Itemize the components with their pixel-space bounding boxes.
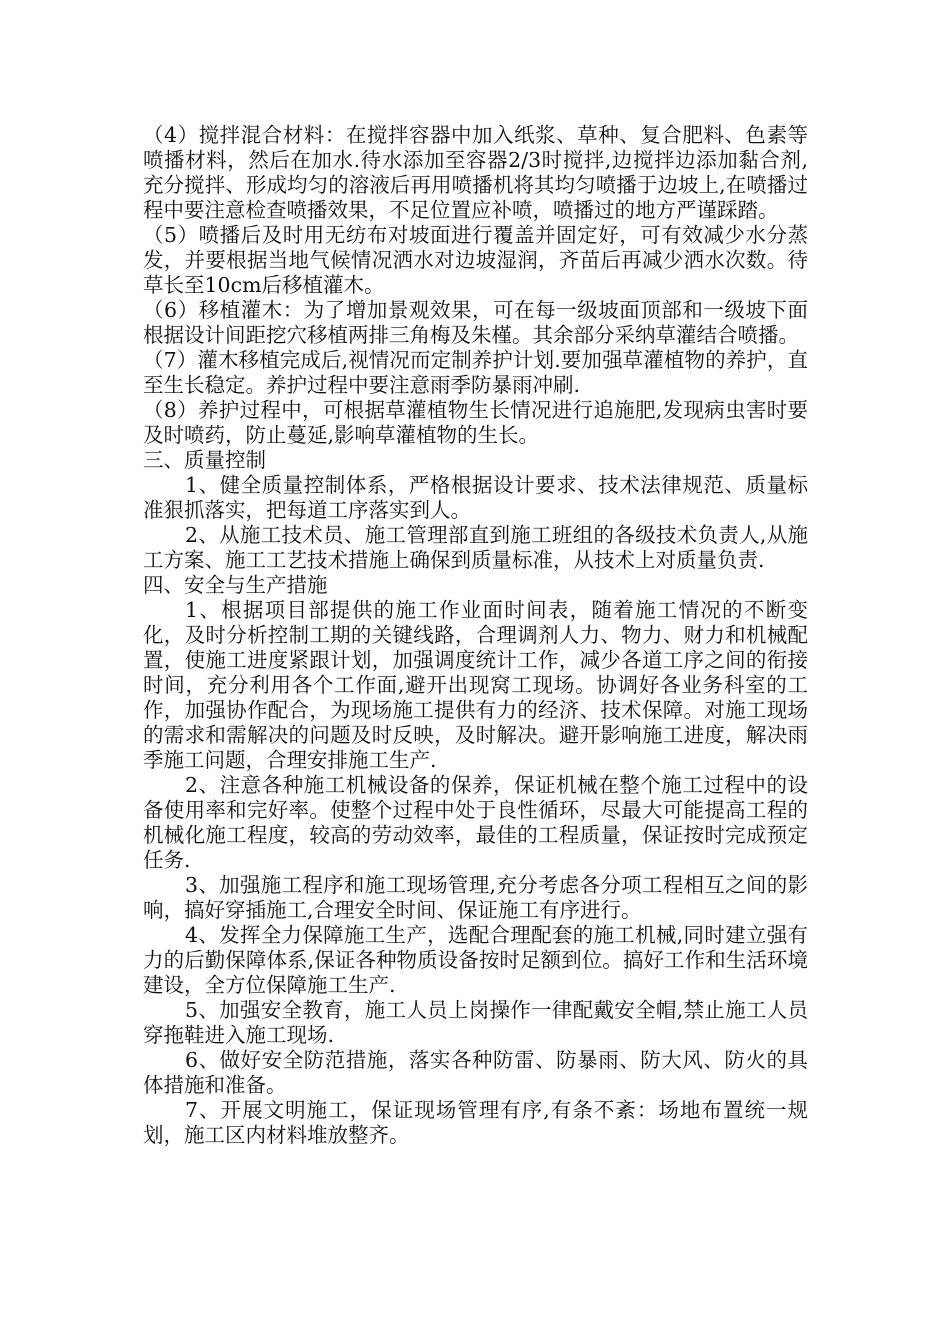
paragraph-step-6: （6）移植灌木：为了增加景观效果，可在每一级坡面顶部和一级坡下面根据设计间距挖穴移植两排三角梅及朱槿。其余部分采纳草灌结合喷播。 <box>143 298 808 347</box>
paragraph-safety-3: 3、加强施工程序和施工现场管理,充分考虑各分项工程相互之间的影响，搞好穿插施工,合理安全时间、保证施工有序进行。 <box>143 873 808 922</box>
paragraph-safety-6: 6、做好安全防范措施，落实各种防雷、防暴雨、防大风、防火的具体措施和准备。 <box>143 1048 808 1097</box>
paragraph-quality-2: 2、从施工技术员、施工管理部直到施工班组的各级技术负责人,从施工方案、施工工艺技术措施上确保到质量标准，从技术上对质量负责. <box>143 523 808 572</box>
paragraph-safety-1: 1、根据项目部提供的施工作业面时间表，随着施工情况的不断变化，及时分析控制工期的关键线路，合理调剂人力、物力、财力和机械配置，使施工进度紧跟计划，加强调度统计工作，减少各道工序之间的衔接时间，充分利用各个工作面,避开出现窝工现场。协调好各业务科室的工作，加强协作配合，为现场施工提供有力的经济、技术保障。对施工现场的需求和需解决的问题及时反映，及时解决。避开影响施工进度，解决雨季施工问题，合理安排施工生产. <box>143 598 808 772</box>
section-heading-quality-control: 三、质量控制 <box>143 448 266 472</box>
paragraph-quality-1: 1、健全质量控制体系，严格根据设计要求、技术法律规范、质量标准狠抓落实，把每道工序落实到人。 <box>143 473 808 522</box>
paragraph-safety-5: 5、加强安全教育，施工人员上岗操作一律配戴安全帽,禁止施工人员穿拖鞋进入施工现场. <box>143 998 808 1047</box>
paragraph-step-8: （8）养护过程中，可根据草灌植物生长情况进行追施肥,发现病虫害时要及时喷药，防止蔓延,影响草灌植物的生长。 <box>143 398 808 447</box>
paragraph-step-5: （5）喷播后及时用无纺布对坡面进行覆盖并固定好，可有效减少水分蒸发，并要根据当地气候情况洒水对边坡湿润，齐苗后再减少洒水次数。待草长至10cm后移植灌木。 <box>143 223 808 297</box>
paragraph-safety-4: 4、发挥全力保障施工生产，选配合理配套的施工机械,同时建立强有力的后勤保障体系,保证各种物质设备按时足额到位。搞好工作和生活环境建设，全方位保障施工生产. <box>143 923 808 997</box>
paragraph-safety-7: 7、开展文明施工，保证现场管理有序,有条不紊：场地布置统一规划，施工区内材料堆放整齐。 <box>143 1098 808 1147</box>
paragraph-step-4: （4）搅拌混合材料：在搅拌容器中加入纸浆、草种、复合肥料、色素等喷播材料，然后在加水.待水添加至容器2/3时搅拌,边搅拌边添加黏合剂,充分搅拌、形成均匀的溶液后再用喷播机将其均匀喷播于边坡上,在喷播过程中要注意检查喷播效果，不足位置应补喷，喷播过的地方严谨踩踏。 <box>143 123 808 222</box>
section-heading-safety-production: 四、安全与生产措施 <box>143 573 328 597</box>
paragraph-safety-2: 2、注意各种施工机械设备的保养，保证机械在整个施工过程中的设备使用率和完好率。使整个过程中处于良性循环，尽最大可能提高工程的机械化施工程度，较高的劳动效率，最佳的工程质量，保证按时完成预定任务. <box>143 773 808 872</box>
document-page <box>143 123 808 1148</box>
paragraph-step-7: （7）灌木移植完成后,视情况而定制养护计划.要加强草灌植物的养护，直至生长稳定。养护过程中要注意雨季防暴雨冲刷. <box>143 348 808 397</box>
